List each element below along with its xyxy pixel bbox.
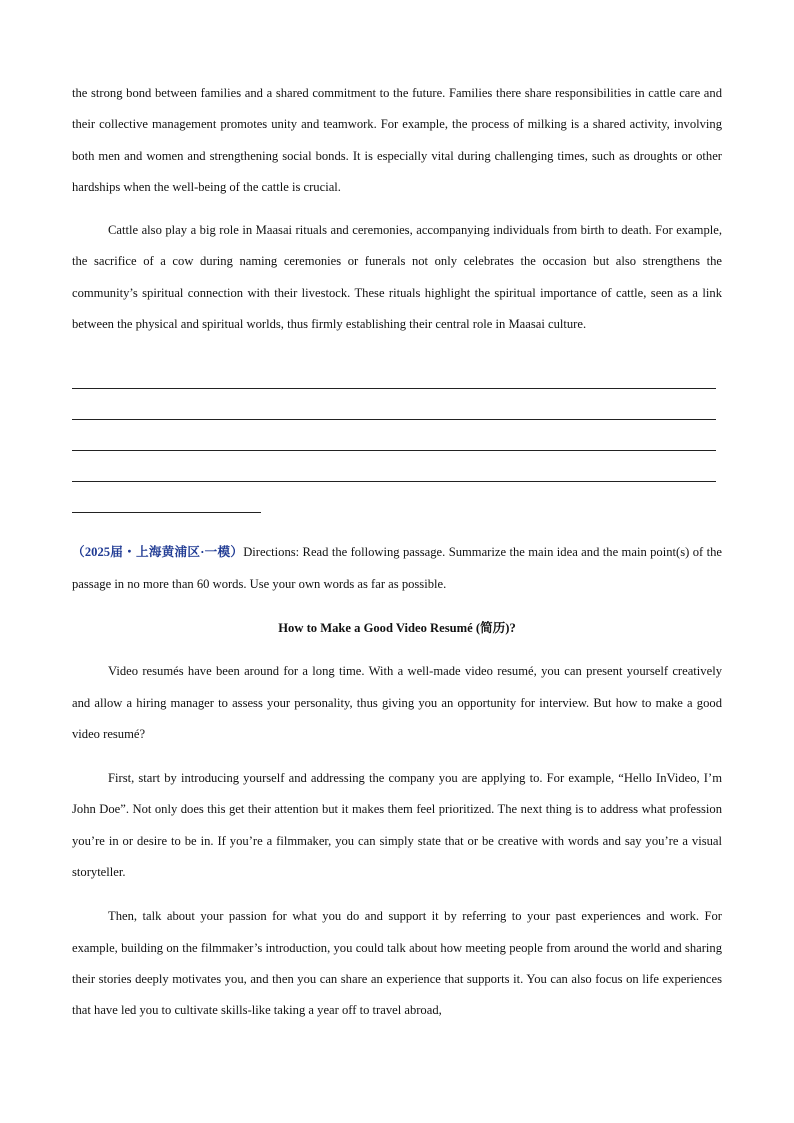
answer-line	[72, 358, 716, 389]
source-tag: （2025届・上海黄浦区·一模）	[72, 545, 244, 560]
answer-line	[72, 420, 716, 451]
document-page	[72, 78, 722, 1027]
paragraph-cattle-bond: the strong bond between families and a shared commitment to the future. Families there share responsibilities in cattle care and their collective management promotes unity and teamwork. For example, the process of milking is a shared activity, involving both men and women and strengthening social bonds. It is especially vital during challenging times, such as droughts or other hardships when the well-being of the cattle is crucial.	[72, 86, 722, 194]
answer-line	[72, 451, 716, 482]
directions-text: Directions: Read the following passage. Summarize the main idea and the main point(s) of the passage in no more than 60 words. Use your own words as far as possible.	[72, 545, 722, 591]
answer-line	[72, 389, 716, 420]
paragraph-cattle-rituals: Cattle also play a big role in Maasai rituals and ceremonies, accompanying individuals from birth to death. For example, the sacrifice of a cow during naming ceremonies or funerals not only celebrates the occasion but also strengthens the community’s spiritual connection with their livestock. These rituals highlight the spiritual importance of cattle, seen as a link between the physical and spiritual worlds, thus firmly establishing their central role in Maasai culture.	[72, 223, 722, 332]
answer-line	[72, 482, 261, 513]
passage-title: How to Make a Good Video Resumé (简历)?	[278, 620, 516, 635]
passage-paragraph: First, start by introducing yourself and addressing the company you are applying to. For example, “Hello InVideo, I’m John Doe”. Not only does this get their attention but it makes them feel prioritized. The next thing is to address what profession you’re in or desire to be in. If you’re a filmmaker, you can simply state that or be creative with words and say you’re a visual storyteller.	[72, 771, 722, 880]
question-directions	[72, 537, 722, 600]
passage-paragraph: Video resumés have been around for a long time. With a well-made video resumé, you can present yourself creatively and allow a hiring manager to assess your personality, thus giving you an opportunity for interview. But how to make a good video resumé?	[72, 664, 722, 741]
answer-lines	[72, 358, 722, 513]
passage-paragraph: Then, talk about your passion for what you do and support it by referring to your past experiences and work. For example, building on the filmmaker’s introduction, you could talk about how meeting people from around the world and sharing their stories deeply motivates you, and then you can share an experience that supports it. You can also focus on life experiences that have led you to cultivate skills-like taking a year off to travel abroad,	[72, 909, 722, 1018]
